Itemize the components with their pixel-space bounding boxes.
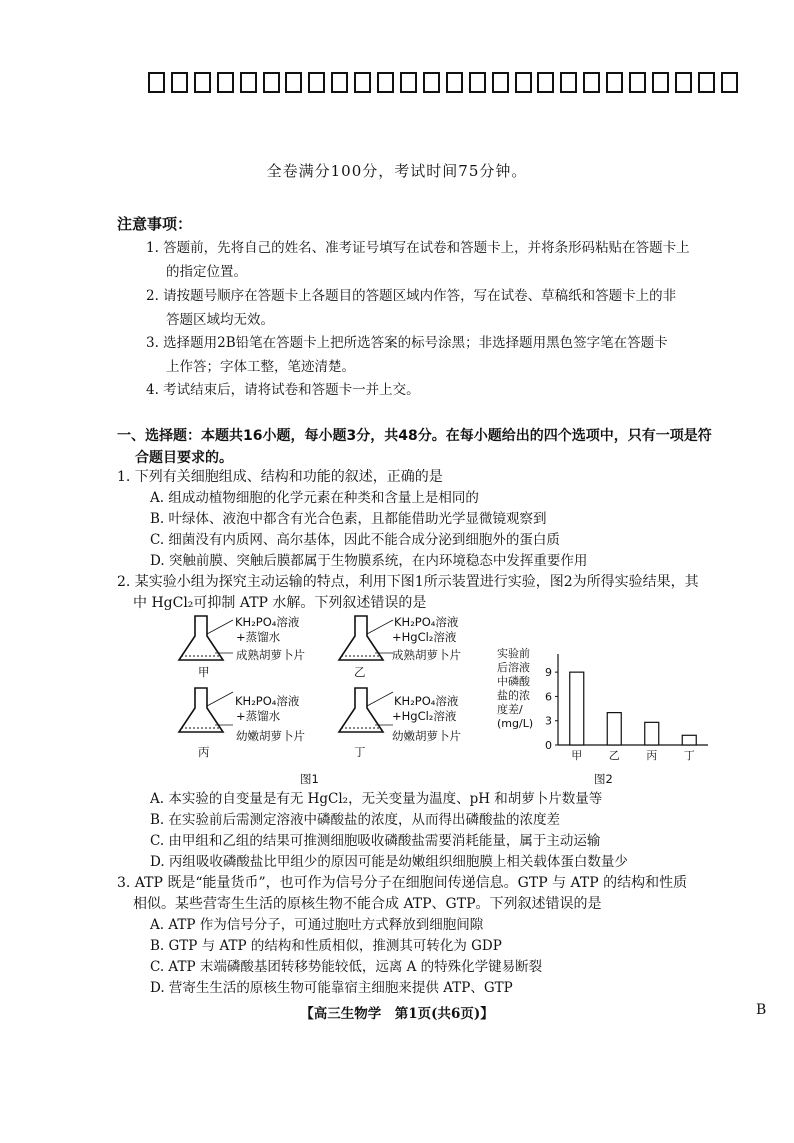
q2-option-a: A. 本实验的自变量是有无 HgCl₂，无关变量为温度、pH 和胡萝卜片数量等 [150, 791, 603, 807]
notice-item-cont: 答题区域均无效。 [166, 312, 274, 328]
figure-1-caption: 图1 [300, 772, 319, 786]
flask-jia-solution: KH₂PO₄溶液 [235, 615, 300, 629]
q2-option-d: D. 丙组吸收磷酸盐比甲组少的原因可能是幼嫩组织细胞膜上相关载体蛋白数量少 [150, 854, 628, 870]
q1-option-b: B. 叶绿体、液泡中都含有光合色素，且都能借助光学显微镜观察到 [150, 511, 547, 527]
notice-item-text: 4. 考试结束后，请将试卷和答题卡一并上交。 [146, 382, 420, 398]
chart-x-tick-label: 甲 [571, 749, 583, 762]
chart-y-tick-label: 3 [545, 714, 552, 728]
notice-item-cont: 上作答；字体工整，笔迹清楚。 [166, 359, 355, 375]
notice-item-text: 1. 答题前，先将自己的姓名、准考证号填写在试卷和答题卡上，并将条形码粘贴在答题卡上 [146, 240, 690, 256]
q3-option-c: C. ATP 末端磷酸基团转移势能较低，远离 A 的特殊化学键易断裂 [150, 959, 543, 975]
flask-ding-solution: KH₂PO₄溶液 [394, 694, 459, 708]
notice-item-3 [146, 331, 771, 379]
flask-yi-name: 乙 [354, 665, 366, 679]
chart-ylabel-line: 盐的浓 [497, 689, 530, 702]
chart-bar [682, 735, 696, 745]
notice-item-1 [146, 236, 771, 284]
flask-yi-solution: KH₂PO₄溶液 [394, 615, 459, 629]
chart-ylabel-line: 实验前 [497, 647, 530, 660]
q1-stem: 1. 下列有关细胞组成、结构和功能的叙述，正确的是 [117, 469, 443, 485]
chart-ylabel-line: (mg/L) [497, 717, 534, 730]
flask-yi-additive: +HgCl₂溶液 [392, 630, 457, 644]
notice-item-text: 3. 选择题用2B铅笔在答题卡上把所选答案的标号涂黑；非选择题用黑色签字笔在答题卡 [146, 335, 668, 351]
chart-bar [570, 672, 584, 745]
figure-2-bar-chart [540, 650, 720, 765]
chart-x-tick-label: 丙 [646, 749, 658, 762]
flask-bing-additive: +蒸馏水 [236, 709, 281, 723]
q3-option-b: B. GTP 与 ATP 的结构和性质相似，推测其可转化为 GDP [150, 938, 502, 954]
flask-ding [339, 688, 393, 732]
q1-option-d: D. 突触前膜、突触后膜都属于生物膜系统，在内环境稳态中发挥重要作用 [150, 553, 588, 569]
q1-option-c: C. 细菌没有内质网、高尔基体，因此不能合成分泌到细胞外的蛋白质 [150, 532, 560, 548]
paper-version: B [756, 1002, 767, 1018]
chart-y-tick-label: 9 [545, 666, 552, 680]
q3-option-a: A. ATP 作为信号分子，可通过胞吐方式释放到细胞间隙 [150, 917, 484, 933]
flask-yi [339, 616, 393, 660]
flask-bing-solution: KH₂PO₄溶液 [235, 694, 300, 708]
flask-jia-name: 甲 [198, 665, 210, 679]
flask-bing-tissue: 幼嫩胡萝卜片 [236, 729, 305, 743]
chart-ylabel-line: 度差/ [497, 703, 523, 716]
flask-jia-additive: +蒸馏水 [236, 630, 281, 644]
notice-item-cont: 的指定位置。 [166, 264, 247, 280]
chart-y-tick-label: 6 [545, 690, 552, 704]
candidate-box-row [148, 72, 738, 100]
q2-option-b: B. 在实验前后需测定溶液中磷酸盐的浓度，从而得出磷酸盐的浓度差 [150, 812, 561, 828]
notice-item-text: 2. 请按题号顺序在答题卡上各题目的答题区域内作答，写在试卷、草稿纸和答题卡上的非 [146, 288, 677, 304]
q3-stem-line-2: 相似。某些营寄生生活的原核生物不能合成 ATP、GTP。下列叙述错误的是 [133, 896, 602, 912]
flask-bing-name: 丙 [198, 745, 210, 759]
section-line-2: 合题目要求的。 [135, 450, 233, 466]
page-footer: 【高三生物学 第1页(共6页)】 [300, 1006, 494, 1022]
q3-option-d: D. 营寄生生活的原核生物可能靠宿主细胞来提供 ATP、GTP [150, 980, 513, 996]
chart-y-tick-label: 0 [545, 739, 552, 752]
flask-bing [179, 688, 233, 732]
notice-item-4 [146, 378, 771, 402]
q2-stem-line-1: 2. 某实验小组为探究主动运输的特点，利用下图1所示装置进行实验，图2为所得实验结果，其 [117, 574, 699, 590]
chart-ylabel [497, 647, 533, 731]
notice-title: 注意事项： [117, 215, 193, 233]
flask-ding-additive: +HgCl₂溶液 [392, 709, 457, 723]
notice-item-2 [146, 284, 771, 332]
chart-x-tick-label: 丁 [683, 749, 695, 762]
section-line-1: 一、选择题：本题共16小题，每小题3分，共48分。在每小题给出的四个选项中，只有一项是符 [117, 428, 712, 444]
score-time-line: 全卷满分100分，考试时间75分钟。 [266, 162, 528, 180]
q2-option-c: C. 由甲组和乙组的结果可推测细胞吸收磷酸盐需要消耗能量，属于主动运输 [150, 833, 601, 849]
flask-jia [179, 616, 233, 660]
flask-ding-tissue: 幼嫩胡萝卜片 [392, 729, 461, 743]
chart-bar [645, 722, 659, 745]
flask-ding-name: 丁 [354, 745, 366, 759]
chart-ylabel-line: 后溶液 [497, 661, 530, 674]
q1-option-a: A. 组成动植物细胞的化学元素在种类和含量上是相同的 [150, 490, 479, 506]
chart-ylabel-line: 中磷酸 [497, 675, 530, 688]
section-heading [117, 425, 777, 469]
figure-2-caption: 图2 [594, 772, 613, 786]
flask-jia-tissue: 成熟胡萝卜片 [236, 648, 305, 662]
q3-stem-line-1: 3. ATP 既是“能量货币”，也可作为信号分子在细胞间传递信息。GTP 与 ATP 的结构和性质 [117, 875, 688, 891]
chart-x-tick-label: 乙 [608, 749, 620, 762]
chart-bar [607, 713, 621, 745]
q2-stem-line-2: 中 HgCl₂可抑制 ATP 水解。下列叙述错误的是 [133, 595, 427, 611]
flask-yi-tissue: 成熟胡萝卜片 [392, 648, 461, 662]
